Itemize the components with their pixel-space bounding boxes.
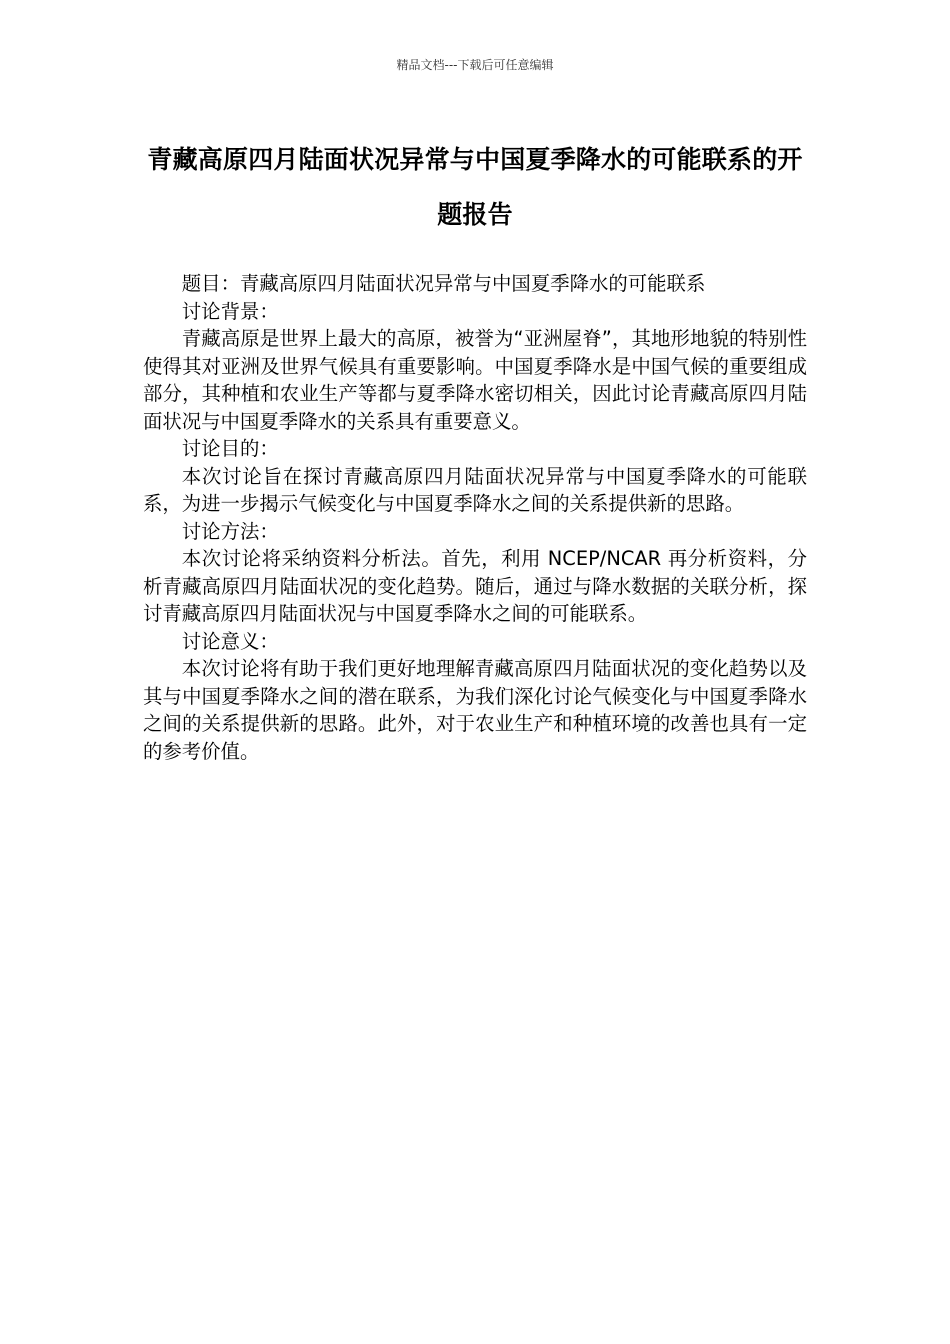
section-text-method: 本次讨论将采纳资料分析法。首先，利用 NCEP/NCAR 再分析资料，分析青藏高原四月陆面状况的变化趋势。随后，通过与降水数据的关联分析，探讨青藏高原四月陆面状况与中国夏季降水之间的可能联系。 [143,547,807,625]
section-label-background: 讨论背景： [181,299,279,323]
section-label-purpose: 讨论目的： [181,437,279,460]
section-text-significance: 本次讨论将有助于我们更好地理解青藏高原四月陆面状况的变化趋势以及其与中国夏季降水之间的潜在联系，为我们深化讨论气候变化与中国夏季降水之间的关系提供新的思路。此外，对于农业生产和种植环境的改善也具有一定的参考价值。 [143,657,807,763]
section-text-background: 青藏高原是世界上最大的高原，被誉为“亚洲屋脊”，其地形地貌的特别性使得其对亚洲及世界气候具有重要影响。中国夏季降水是中国气候的重要组成部分，其种植和农业生产等都与夏季降水密切相关，因此讨论青藏高原四月陆面状况与中国夏季降水的关系具有重要意义。 [143,327,807,433]
section-label-method: 讨论方法： [181,519,279,543]
header-note: 精品文档---下载后可任意编辑 [396,58,554,72]
section-text-purpose: 本次讨论旨在探讨青藏高原四月陆面状况异常与中国夏季降水的可能联系，为进一步揭示气候变化与中国夏季降水之间的关系提供新的思路。 [143,464,807,515]
section-label-significance: 讨论意义： [181,629,279,653]
document-body [143,270,807,765]
topic-line: 题目：青藏高原四月陆面状况异常与中国夏季降水的可能联系 [181,272,706,295]
document-title: 青藏高原四月陆面状况异常与中国夏季降水的可能联系的开题报告 [147,145,803,229]
